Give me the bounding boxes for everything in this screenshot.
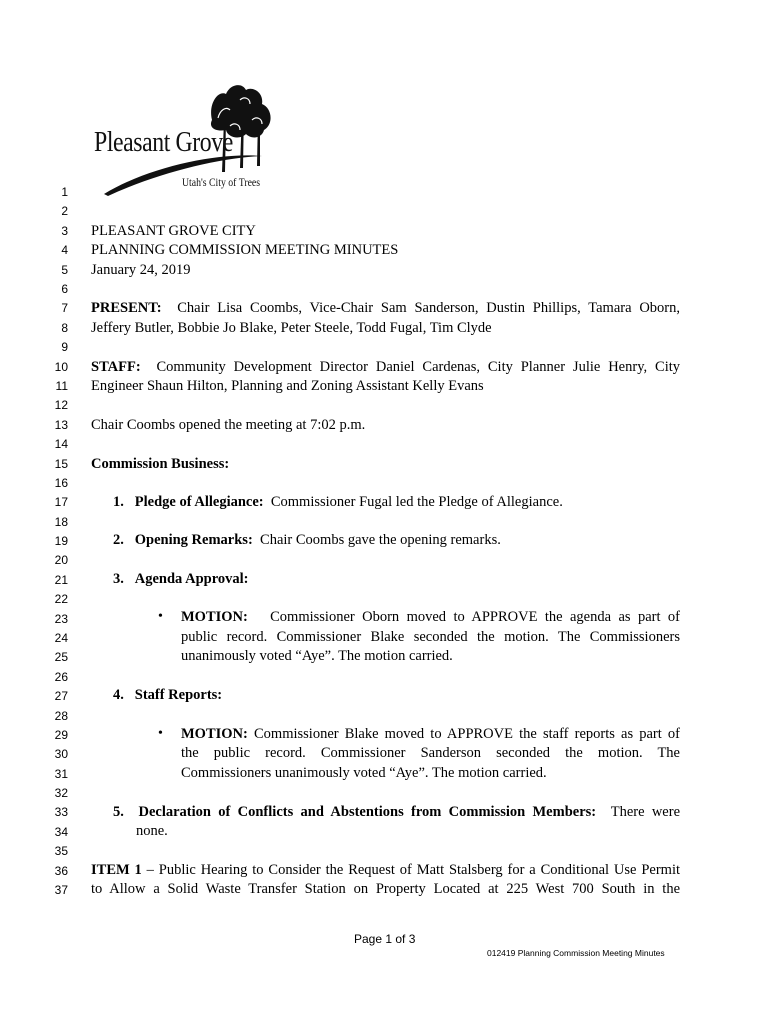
- motion-text: Commissioner Oborn moved to APPROVE the agenda as part of: [270, 609, 681, 625]
- line-number: 27: [54, 689, 68, 703]
- logo-name: Pleasant Grove: [94, 126, 233, 158]
- staff-line-2: Engineer Shaun Hilton, Planning and Zoning Assistant Kelly Evans: [91, 378, 484, 394]
- meeting-opened: Chair Coombs opened the meeting at 7:02 p.m.: [91, 417, 366, 433]
- line-number: 4: [61, 243, 68, 257]
- agenda-motion-line-1: [181, 608, 680, 626]
- agenda-item-conflicts-line-2: none.: [136, 823, 168, 839]
- line-number: 25: [54, 650, 68, 664]
- item1-label: ITEM 1: [91, 862, 142, 878]
- bullet-icon: •: [158, 609, 163, 624]
- line-number: 5: [61, 263, 68, 277]
- line-number: 28: [54, 709, 68, 723]
- city-name: PLEASANT GROVE CITY: [91, 223, 256, 239]
- item-number: 2.: [113, 532, 124, 548]
- item-label: Staff Reports:: [134, 687, 223, 703]
- present-line-2: Jeffery Butler, Bobbie Jo Blake, Peter Steele, Todd Fugal, Tim Clyde: [91, 320, 492, 336]
- item-number: 3.: [113, 571, 124, 587]
- line-number: 6: [61, 282, 68, 296]
- line-number: 29: [54, 728, 68, 742]
- line-number: 31: [54, 767, 68, 781]
- present-label: PRESENT:: [91, 300, 162, 316]
- line-number: 19: [54, 534, 68, 548]
- bullet-icon: •: [158, 726, 163, 741]
- page-number: Page 1 of 3: [354, 932, 416, 946]
- staff-line-1: [91, 358, 680, 376]
- item-number: 4.: [113, 687, 124, 703]
- line-number: 33: [54, 805, 68, 819]
- line-number: 9: [61, 340, 68, 354]
- item-number: 1.: [113, 494, 124, 510]
- agenda-motion-line-2: public record. Commissioner Blake seconded the motion. The Commissioners: [181, 629, 680, 645]
- item1-line-2: to Allow a Solid Waste Transfer Station on Property Located at 225 West 700 South in the: [91, 881, 680, 897]
- line-number: 7: [61, 301, 68, 315]
- line-number: 32: [54, 786, 68, 800]
- line-number: 21: [54, 573, 68, 587]
- staff-text: Community Development Director Daniel Cardenas, City Planner Julie Henry, City: [156, 359, 681, 375]
- line-number: 14: [54, 437, 68, 451]
- logo-tagline: Utah's City of Trees: [182, 177, 261, 189]
- line-number: 23: [54, 612, 68, 626]
- item-label: Pledge of Allegiance:: [134, 494, 264, 510]
- line-number: 17: [54, 495, 68, 509]
- line-number: 35: [54, 844, 68, 858]
- line-number: 15: [54, 457, 68, 471]
- pleasant-grove-logo: [90, 80, 290, 200]
- item-text: Chair Coombs gave the opening remarks.: [260, 532, 501, 548]
- motion-label: MOTION:: [181, 726, 248, 742]
- line-number: 10: [54, 360, 68, 374]
- item1-line-1: [91, 861, 680, 879]
- line-number: 22: [54, 592, 68, 606]
- staff-label: STAFF:: [91, 359, 141, 375]
- item-label: Declaration of Conflicts and Abstentions from Commission Members:: [138, 804, 597, 820]
- meeting-date: January 24, 2019: [91, 262, 191, 278]
- line-number: 1: [61, 185, 68, 199]
- footer-document-name: 012419 Planning Commission Meeting Minutes: [487, 948, 665, 958]
- item-text: There were: [610, 804, 680, 820]
- item1-text: – Public Hearing to Consider the Request of Matt Stalsberg for a Conditional Use Permit: [146, 862, 681, 878]
- commission-business-heading: Commission Business:: [91, 456, 230, 472]
- line-number: 11: [55, 379, 68, 393]
- agenda-motion-line-3: unanimously voted “Aye”. The motion carried.: [181, 648, 453, 664]
- item-number: 5.: [113, 804, 124, 820]
- item-label: Opening Remarks:: [134, 532, 253, 548]
- staff-motion-line-2: the public record. Commissioner Sanderson seconded the motion. The: [181, 745, 680, 761]
- line-number: 3: [61, 224, 68, 238]
- agenda-item-pledge: [113, 493, 563, 511]
- staff-motion-line-1: [181, 725, 680, 743]
- line-number: 24: [54, 631, 68, 645]
- item-label: Agenda Approval:: [134, 571, 249, 587]
- line-number: 16: [54, 476, 68, 490]
- line-number: 13: [54, 418, 68, 432]
- agenda-item-opening-remarks: [113, 531, 501, 549]
- agenda-item-staff-reports: [113, 686, 222, 704]
- line-number: 20: [54, 553, 68, 567]
- line-number: 8: [61, 321, 68, 335]
- line-number: 2: [61, 204, 68, 218]
- motion-text: Commissioner Blake moved to APPROVE the staff reports as part of: [254, 726, 680, 742]
- staff-motion-line-3: Commissioners unanimously voted “Aye”. The motion carried.: [181, 765, 547, 781]
- agenda-item-agenda-approval: [113, 570, 249, 588]
- line-number: 30: [54, 747, 68, 761]
- present-text: Chair Lisa Coombs, Vice-Chair Sam Sanderson, Dustin Phillips, Tamara Oborn,: [177, 300, 681, 316]
- agenda-item-conflicts: [113, 803, 680, 821]
- document-title: PLANNING COMMISSION MEETING MINUTES: [91, 242, 399, 258]
- line-number: 26: [54, 670, 68, 684]
- line-number: 37: [54, 883, 68, 897]
- line-number: 12: [54, 398, 68, 412]
- present-line-1: [91, 299, 680, 317]
- line-number: 34: [54, 825, 68, 839]
- line-number: 18: [54, 515, 68, 529]
- line-number: 36: [54, 864, 68, 878]
- item-text: Commissioner Fugal led the Pledge of Allegiance.: [270, 494, 563, 510]
- motion-label: MOTION:: [181, 609, 248, 625]
